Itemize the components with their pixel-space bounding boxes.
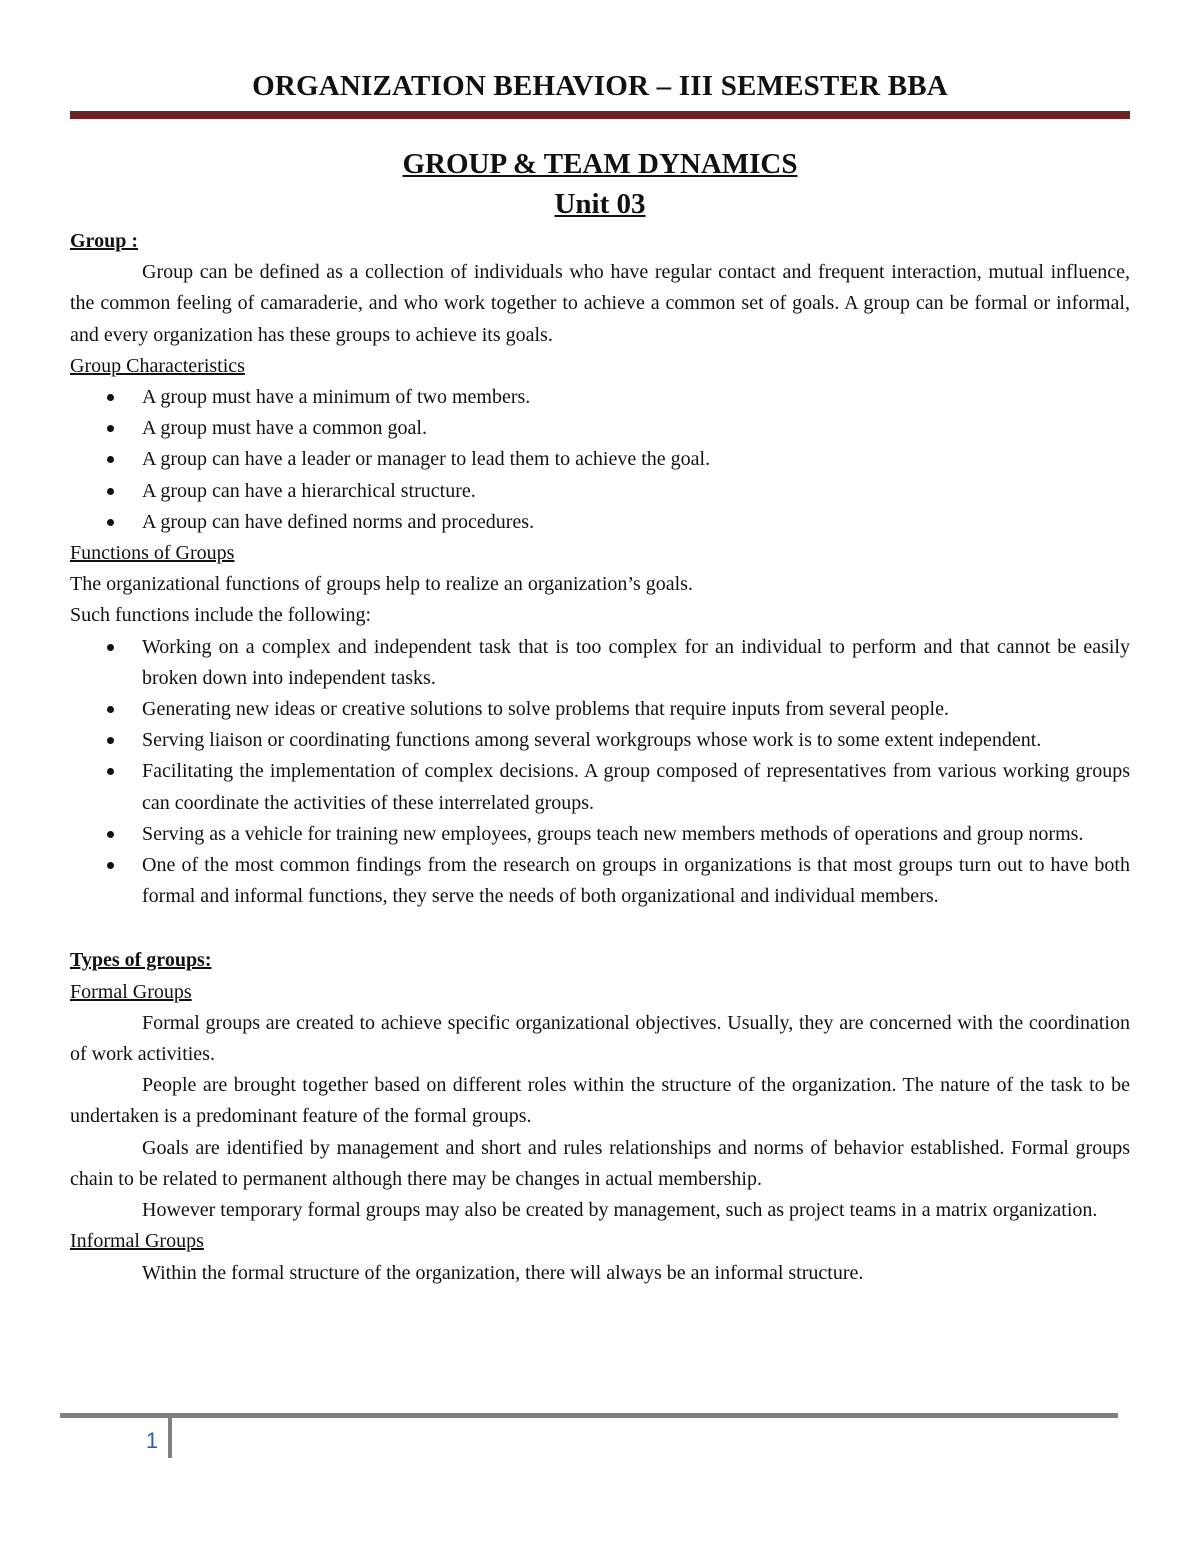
list-item: A group can have a hierarchical structure. bbox=[70, 476, 1130, 507]
list-item: A group can have defined norms and procedures. bbox=[70, 507, 1130, 538]
types-heading: Types of groups: bbox=[70, 949, 212, 972]
functions-heading: Functions of Groups bbox=[70, 542, 235, 565]
list-item: A group can have a leader or manager to lead them to achieve the goal. bbox=[70, 444, 1130, 475]
formal-groups-heading: Formal Groups bbox=[70, 980, 192, 1003]
characteristics-list bbox=[70, 382, 1130, 538]
functions-intro-2: Such functions include the following: bbox=[70, 604, 372, 627]
document-body bbox=[70, 144, 1130, 1289]
page-header-title: ORGANIZATION BEHAVIOR – III SEMESTER BBA bbox=[252, 70, 948, 102]
list-item: A group must have a common goal. bbox=[70, 413, 1130, 444]
informal-paragraph: Within the formal structure of the organization, there will always be an informal structure. bbox=[142, 1261, 864, 1284]
formal-paragraph: However temporary formal groups may also be created by management, such as project teams in a matrix organization. bbox=[142, 1199, 1098, 1222]
list-item: Serving liaison or coordinating functions among several workgroups whose work is to some extent independent. bbox=[70, 725, 1130, 756]
list-item: A group must have a minimum of two members. bbox=[70, 382, 1130, 413]
list-item: Facilitating the implementation of complex decisions. A group composed of representatives from various working groups can coordinate the activities of these interrelated groups. bbox=[70, 756, 1130, 818]
characteristics-heading: Group Characteristics bbox=[70, 354, 245, 377]
document-title: GROUP & TEAM DYNAMICS bbox=[402, 148, 798, 180]
blank-line bbox=[70, 912, 1130, 943]
formal-paragraph: People are brought together based on different roles within the structure of the organization. The nature of the task to be undertaken is a predominant feature of the formal groups. bbox=[70, 1074, 1130, 1128]
formal-paragraph: Formal groups are created to achieve specific organizational objectives. Usually, they are concerned with the coordination of work activities. bbox=[70, 1011, 1130, 1066]
unit-label: Unit 03 bbox=[554, 188, 646, 220]
footer-vertical-bar bbox=[168, 1418, 172, 1458]
list-item: Working on a complex and independent task that is too complex for an individual to perform and that cannot be easily broken down into independent tasks. bbox=[70, 632, 1130, 694]
informal-groups-heading: Informal Groups bbox=[70, 1230, 204, 1253]
functions-intro: The organizational functions of groups help to realize an organization’s goals. bbox=[70, 573, 693, 596]
list-item: Serving as a vehicle for training new employees, groups teach new members methods of operations and group norms. bbox=[70, 819, 1130, 850]
group-heading: Group : bbox=[70, 230, 138, 252]
header-divider bbox=[70, 111, 1130, 119]
group-definition: Group can be defined as a collection of individuals who have regular contact and frequent interaction, mutual influence, the common feeling of camaraderie, and who work together to achieve a common set of goals. A group can be formal or informal, and every organization has these groups to achieve its goals. bbox=[70, 261, 1130, 346]
formal-paragraph: Goals are identified by management and short and rules relationships and norms of behavior established. Formal groups chain to be related to permanent although there may be changes in actual membership. bbox=[70, 1136, 1130, 1190]
list-item: Generating new ideas or creative solutions to solve problems that require inputs from several people. bbox=[70, 694, 1130, 725]
functions-list bbox=[70, 632, 1130, 913]
footer-divider bbox=[60, 1413, 1118, 1418]
list-item: One of the most common findings from the research on groups in organizations is that most groups turn out to have both formal and informal functions, they serve the needs of both organizational and individual members. bbox=[70, 850, 1130, 912]
page-number: 1 bbox=[145, 1428, 159, 1453]
